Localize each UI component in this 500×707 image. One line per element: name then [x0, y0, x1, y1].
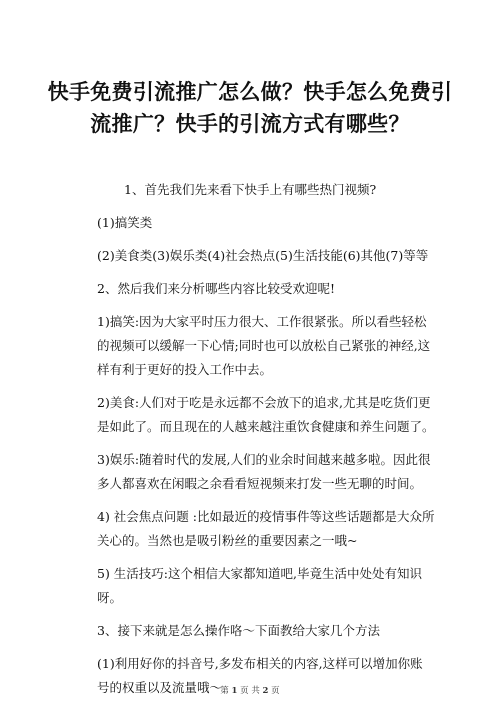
paragraph-7: 3)娱乐:随着时代的发展,人们的业余时间越来越多啦。因此很多人都喜欢在闲暇之余看看短视频来打发一些无聊的时间。: [97, 452, 431, 491]
footer-middle: 页 共: [240, 686, 260, 696]
paragraph-5: 1)搞笑:因为大家平时压力很大、工作很紧张。所以看些轻松的视频可以缓解一下心情;同时也可以放松自己紧张的神经,这样有利于更好的投入工作中去。: [97, 314, 431, 377]
paragraph-11: (1)利用好你的抖音号,多发布相关的内容,这样可以增加你账号的权重以及流量哦～: [97, 656, 423, 695]
paragraph-2: (1)搞笑类: [97, 215, 153, 230]
footer-suffix: 页: [271, 686, 280, 696]
page-footer: [0, 684, 500, 696]
paragraph-8: 4) 社会焦点问题 :比如最近的疫情事件等这些话题都是大众所关心的。当然也是吸引粉丝的重要因素之一哦~: [97, 509, 435, 548]
paragraph-1: 1、首先我们先来看下快手上有哪些热门视频?: [124, 182, 377, 197]
paragraph-6: 2)美食:人们对于吃是永远都不会放下的追求,尤其是吃货们更是如此了。而且现在的人越来越注重饮食健康和养生问题了。: [97, 395, 435, 434]
document-title: 快手免费引流推广怎么做？快手怎么免费引流推广？快手的引流方式有哪些？: [47, 80, 453, 136]
footer-prefix: 第: [220, 686, 229, 696]
paragraph-9: 5) 生活技巧:这个相信大家都知道吧,毕竟生活中处处有知识呀。: [97, 566, 422, 605]
footer-current-page: 1: [231, 686, 238, 696]
paragraph-3: (2)美食类(3)娱乐类(4)社会热点(5)生活技能(6)其他(7)等等: [97, 248, 429, 263]
paragraph-4: 2、然后我们来分析哪些内容比较受欢迎呢!: [97, 281, 335, 296]
document-body: [97, 178, 435, 700]
paragraph-10: 3、接下来就是怎么操作咯～下面教给大家几个方法: [97, 623, 380, 638]
footer-total-pages: 2: [262, 686, 269, 696]
